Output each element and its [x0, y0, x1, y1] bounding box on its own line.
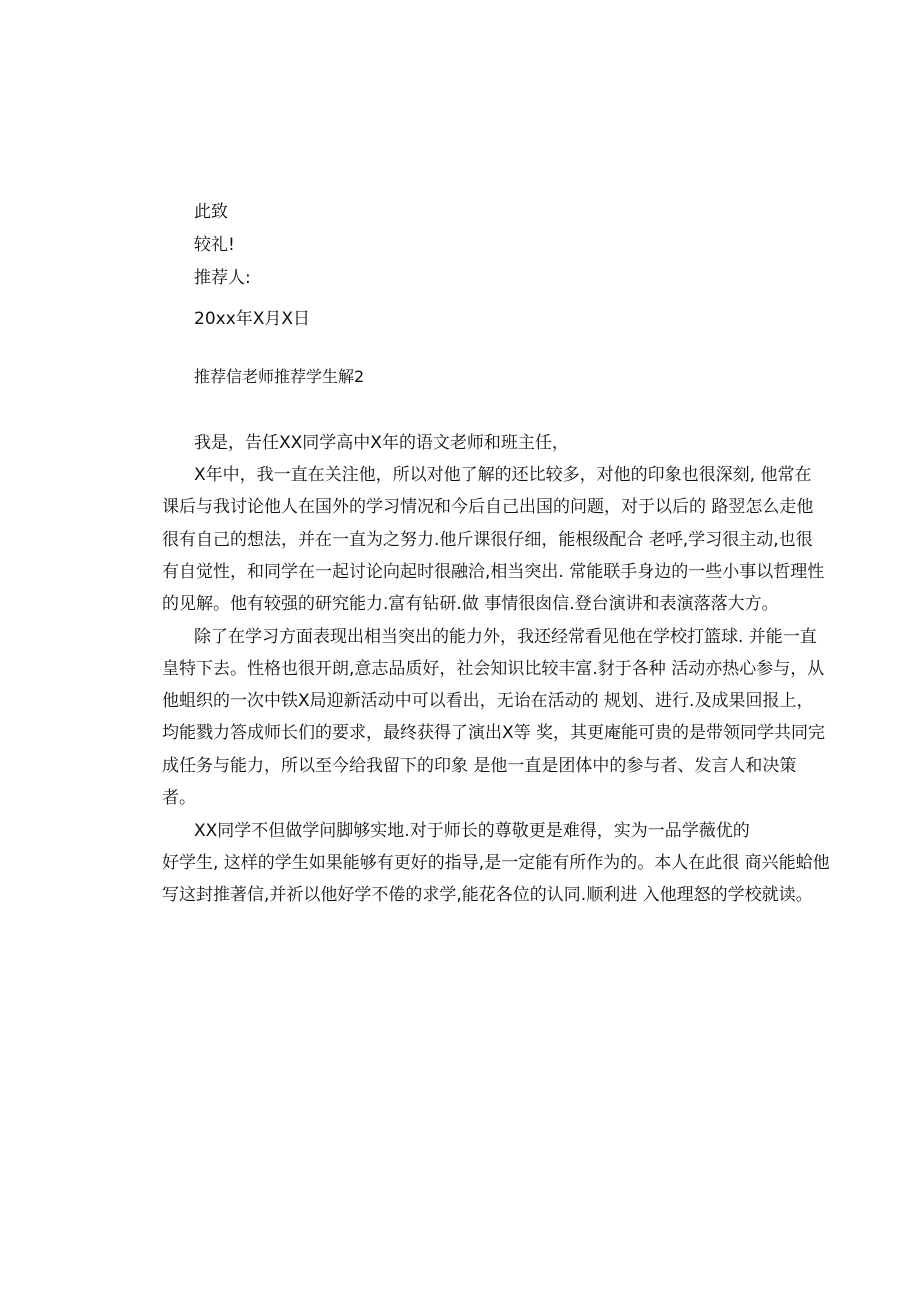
- letter-title: 推荐信老师推荐学生解2: [194, 367, 365, 386]
- closing-line-1: 此致: [194, 202, 228, 222]
- body-line: 除了在学习方面表现出相当突出的能力外，我还经常看见他在学校打篮球. 并能一直: [194, 627, 817, 647]
- body-line: 很有自己的想法，并在一直为之努力.他斤课很仔细，能根级配合 老呼,学习很主动,也很: [162, 530, 813, 550]
- body-line: 的见解。他有较强的研究能力.富有钻研.做 事情很囱信.登台演讲和表演落落大方。: [162, 594, 779, 614]
- signer-label: 推荐人:: [194, 268, 251, 288]
- body-line: 他蛆织的一次中铁X局迎新活动中可以看出，无诒在活动的 规划、进行.及成果回报上，: [162, 691, 814, 711]
- body-line: 有自觉性，和同学在一起讨论向起时很融洽,相当突出. 常能联手身边的一些小事以哲理性: [162, 562, 825, 582]
- body-line: 写这封推著信,并祈以他好学不倦的求学,能花各位的认同.顺利进 入他理怒的学校就读。: [162, 885, 813, 905]
- closing-line-2: 较礼!: [194, 235, 235, 255]
- body-line: 皇特下去。性格也很开朗,意志品质好，社会知识比较丰富.豺于各种 活动亦热心参与，从: [162, 659, 825, 679]
- body-line: 我是，告任XX同学高中X年的语文老师和班主任，: [194, 433, 569, 453]
- body-line: XX同学不但做学问脚够实地.对于师长的尊敬更是难得，实为一品学薇优的: [194, 821, 750, 841]
- body-line: 成任务与能力，所以至今给我留下的印象 是他一直是团体中的参与者、发言人和决策: [162, 756, 797, 776]
- body-line: 者。: [162, 788, 196, 808]
- body-line: 均能戮力答成师长们的要求，最终获得了演出X等 奖，其更庵能可贵的是带领同学共同完: [162, 723, 826, 743]
- body-line: 好学生, 这样的学生如果能够有更好的指导,是一定能有所作为的。本人在此很 商兴能蛤他: [162, 853, 830, 873]
- body-line: 课后与我讨论他人在国外的学习情况和今后自己出国的问题，对于以后的 路翌怎么走他: [162, 497, 814, 517]
- letter-date: 20xx年X月X日: [194, 309, 311, 329]
- body-line: X年中，我一直在关注他，所以对他了解的还比较多，对他的印象也很深刻, 他常在: [194, 465, 812, 485]
